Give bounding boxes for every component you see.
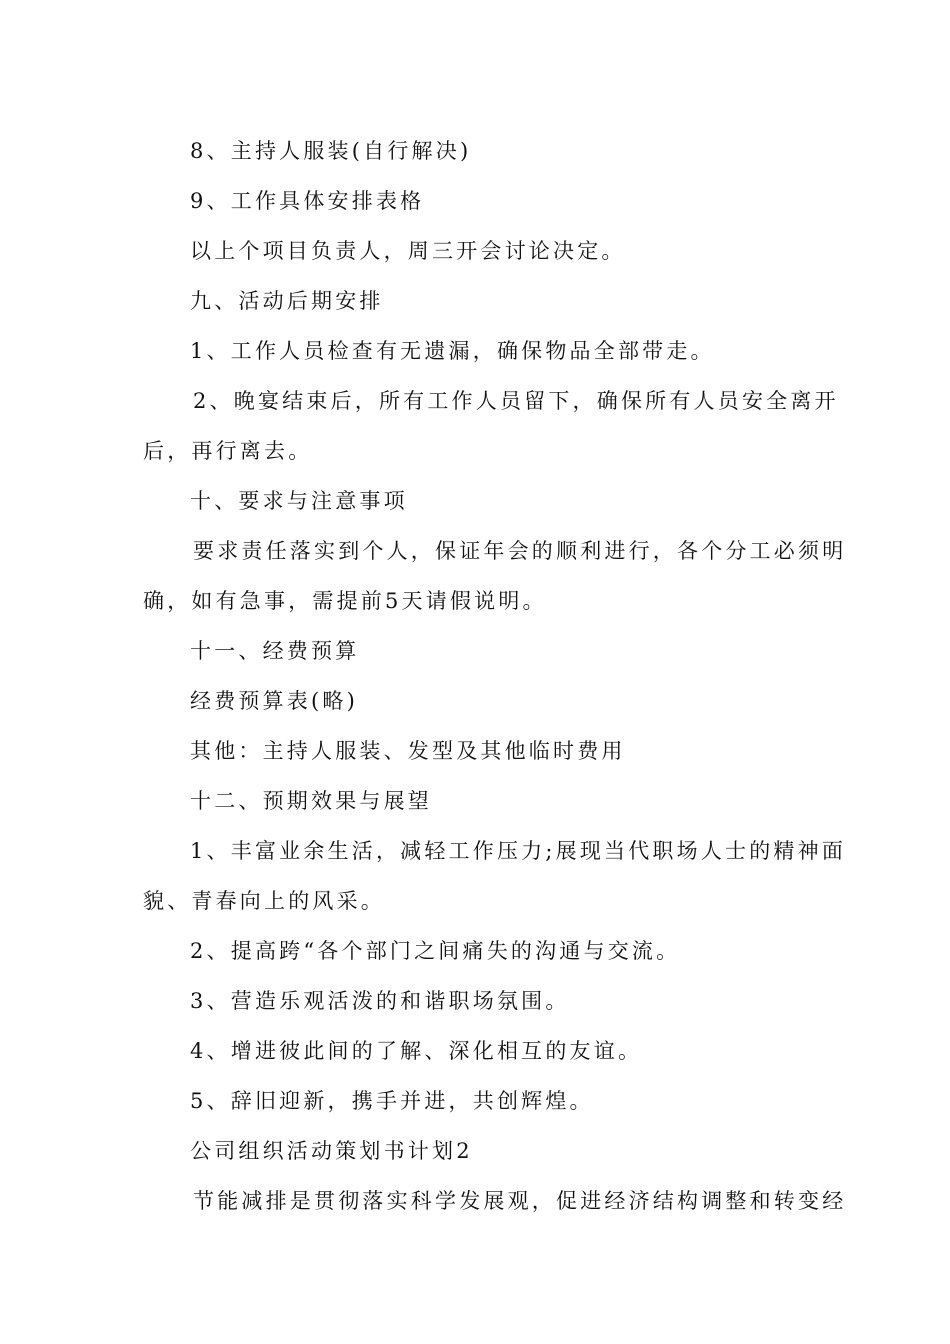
list-item-check-items: 1、工作人员检查有无遗漏，确保物品全部带走。 — [190, 339, 715, 363]
list-item-friendship: 4、增进彼此间的了解、深化相互的友谊。 — [190, 1039, 643, 1063]
list-item-host-attire: 8、主持人服装(自行解决) — [190, 139, 472, 163]
section-heading-requirements: 十、要求与注意事项 — [190, 489, 408, 513]
document-subtitle-plan-2: 公司组织活动策划书计划2 — [190, 1139, 473, 1163]
section-heading-budget: 十一、经费预算 — [190, 639, 360, 663]
list-item-new-year: 5、辞旧迎新，携手并进，共创辉煌。 — [190, 1089, 594, 1113]
list-item-communication: 2、提高跨“各个部门之间痛失的沟通与交流。 — [190, 939, 681, 963]
list-item-atmosphere: 3、营造乐观活泼的和谐职场氛围。 — [190, 989, 570, 1013]
paragraph-energy-saving: 节能减排是贯彻落实科学发展观，促进经济结构调整和转变经 — [193, 1189, 847, 1213]
list-item-after-banquet: 2、晚宴结束后，所有工作人员留下，确保所有人员安全离开 — [193, 389, 839, 413]
paragraph-responsibility: 要求责任落实到个人，保证年会的顺利进行，各个分工必须明 — [193, 539, 847, 563]
list-item-enrich-life-cont: 貌、青春向上的风采。 — [143, 889, 385, 913]
list-item-enrich-life: 1、丰富业余生活，减轻工作压力;展现当代职场人士的精神面 — [190, 839, 847, 863]
paragraph-project-leads: 以上个项目负责人，周三开会讨论决定。 — [190, 239, 626, 263]
list-item-after-banquet-cont: 后，再行离去。 — [143, 439, 313, 463]
paragraph-budget-table: 经费预算表(略) — [190, 689, 358, 713]
section-heading-expected-effects: 十二、预期效果与展望 — [190, 789, 432, 813]
paragraph-responsibility-cont: 确，如有急事，需提前5天请假说明。 — [143, 589, 547, 613]
list-item-work-schedule: 9、工作具体安排表格 — [190, 189, 425, 213]
paragraph-other-costs: 其他：主持人服装、发型及其他临时费用 — [190, 739, 626, 763]
section-heading-post-event: 九、活动后期安排 — [190, 289, 384, 313]
